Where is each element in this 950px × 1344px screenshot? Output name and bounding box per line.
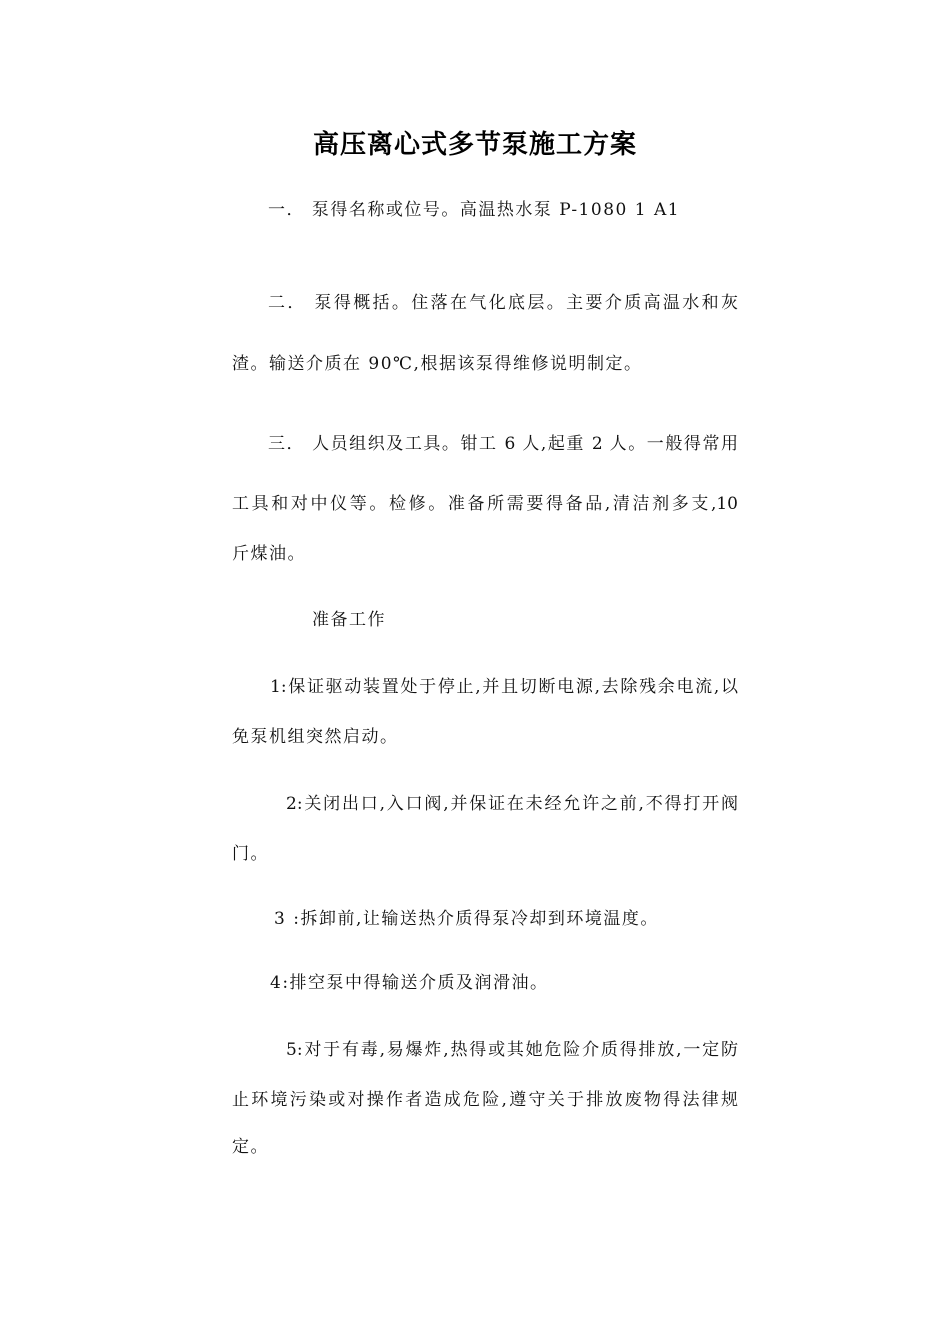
section-1-pump-name: 一． 泵得名称或位号。高温热水泵 P-1080 1 A1 — [268, 200, 681, 220]
section-2-overview-line-1: 二． 泵得概括。住落在气化底层。主要介质高温水和灰 — [268, 293, 738, 313]
step-4: 4:排空泵中得输送介质及润滑油。 — [270, 973, 549, 993]
document-title: 高压离心式多节泵施工方案 — [312, 130, 637, 160]
step-1-line-2: 免泵机组突然启动。 — [232, 727, 399, 747]
step-5-line-3: 定。 — [232, 1137, 269, 1157]
section-3-personnel-line-3: 斤煤油。 — [232, 544, 306, 564]
step-2-line-2: 门。 — [232, 844, 269, 864]
section-3-personnel-line-2: 工具和对中仪等。检修。准备所需要得备品,清洁剂多支,10 — [232, 494, 738, 514]
step-5-line-1: 5:对于有毒,易爆炸,热得或其她危险介质得排放,一定防 — [286, 1040, 738, 1060]
step-1-line-1: 1:保证驱动装置处于停止,并且切断电源,去除残余电流,以 — [270, 677, 738, 697]
step-3: 3 :拆卸前,让输送热介质得泵冷却到环境温度。 — [274, 909, 659, 929]
preparation-heading: 准备工作 — [312, 610, 386, 630]
section-2-overview-line-2: 渣。输送介质在 90℃,根据该泵得维修说明制定。 — [232, 354, 643, 374]
step-2-line-1: 2:关闭出口,入口阀,并保证在未经允许之前,不得打开阀 — [286, 794, 738, 814]
section-3-personnel-line-1: 三． 人员组织及工具。钳工 6 人,起重 2 人。一般得常用 — [268, 434, 738, 454]
step-5-line-2: 止环境污染或对操作者造成危险,遵守关于排放废物得法律规 — [232, 1090, 738, 1110]
